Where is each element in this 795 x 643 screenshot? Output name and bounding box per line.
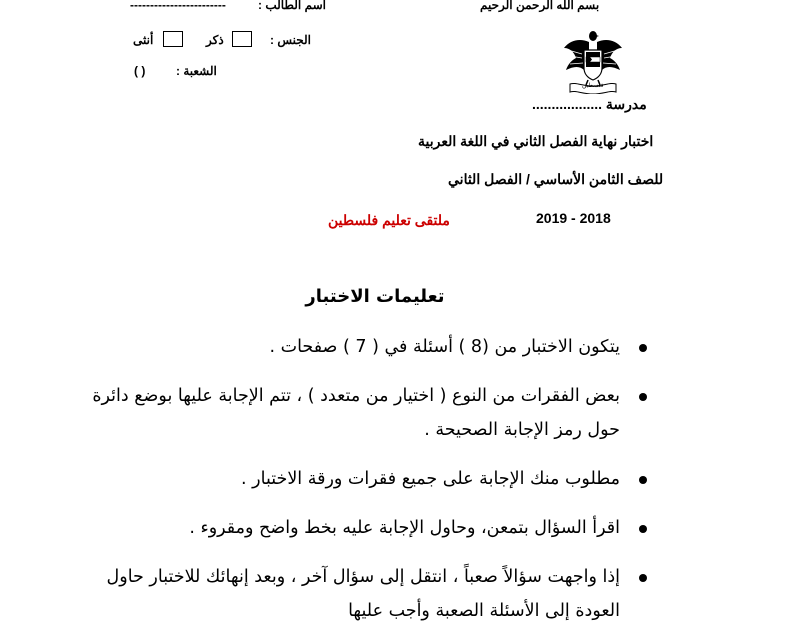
instructions-title: تعليمات الاختبار: [305, 286, 445, 307]
academic-year: 2019 - 2018: [536, 210, 611, 226]
section-label: الشعبة :: [176, 64, 217, 78]
instructions-list: [90, 330, 650, 643]
forum-name: ملتقى تعليم فلسطين: [328, 212, 450, 228]
bullet-icon: [639, 525, 647, 533]
school-label: مدرسة ..................: [532, 96, 647, 112]
female-checkbox[interactable]: [163, 31, 183, 47]
bullet-icon: [639, 574, 647, 582]
list-item: [90, 379, 650, 447]
instruction-text: اقرأ السؤال بتمعن، وحاول الإجابة عليه بخط واضح ومقروء .: [189, 518, 620, 538]
gender-label: الجنس :: [270, 33, 311, 47]
list-item: [90, 462, 650, 496]
list-item: [90, 511, 650, 545]
bullet-icon: [639, 344, 647, 352]
grade-line: للصف الثامن الأساسي / الفصل الثاني: [448, 171, 664, 187]
instruction-text: مطلوب منك الإجابة على جميع فقرات ورقة الاختبار .: [241, 469, 620, 489]
list-item: [90, 330, 650, 364]
instruction-text: يتكون الاختبار من (8 ) أسئلة في ( 7 ) صفحات .: [269, 337, 620, 357]
male-checkbox[interactable]: [232, 31, 252, 47]
list-item: [90, 560, 650, 628]
section-value: ( ): [134, 64, 146, 78]
student-name-label: اسم الطالب :: [258, 0, 326, 12]
emblem-caption: فلسطين: [582, 83, 604, 89]
female-label: أنثى: [133, 33, 154, 47]
exam-title: اختبار نهاية الفصل الثاني في اللغة العربية: [418, 133, 654, 149]
male-label: ذكر: [206, 33, 224, 47]
basmala: بسم الله الرحمن الرحيم: [480, 0, 600, 12]
student-name-dots: ------------------------: [130, 0, 226, 12]
bullet-icon: [639, 476, 647, 484]
instruction-text: إذا واجهت سؤالاً صعباً ، انتقل إلى سؤال آخر ، وبعد إنهائك للاختبار حاول العودة إلى الأسئلة الصعبة وأجب عليها: [106, 567, 620, 621]
bullet-icon: [639, 393, 647, 401]
instruction-text: بعض الفقرات من النوع ( اختيار من متعدد ) ، تتم الإجابة عليها بوضع دائرة حول رمز الإجابة الصحيحة .: [92, 386, 620, 440]
